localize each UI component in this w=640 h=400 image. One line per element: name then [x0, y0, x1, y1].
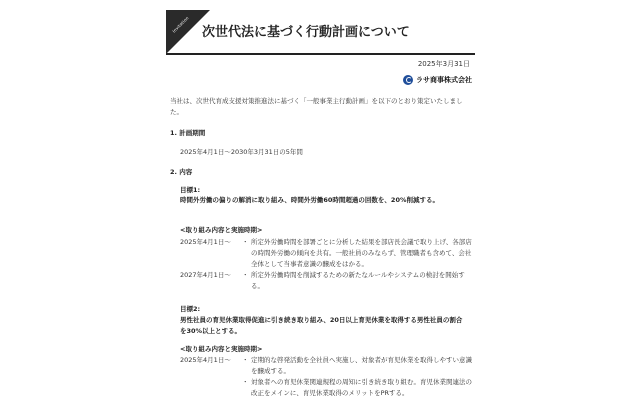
goal1-text: 時間外労働の偏りの解消に取り組み、時間外労働60時間超過の回数を、20%削減する。: [180, 196, 439, 204]
company-signature: [403, 75, 472, 85]
company-name: ラサ商事株式会社: [416, 76, 472, 84]
goal1-label: 目標1:: [180, 186, 201, 194]
section-heading-period: 1. 計画期間: [170, 129, 206, 137]
corner-ribbon-label: Invitation: [171, 15, 190, 34]
page-title: 次世代法に基づく行動計画について: [202, 25, 410, 40]
page-header: [166, 10, 475, 55]
goal2-text: 男性社員の育児休業取得促進に引き続き取り組み、20日以上育児休業を取得する男性社員の割合を30%以上とする。: [180, 316, 463, 335]
goal1-item-text: ・ 所定外労働時間を部署ごとに分析した結果を部店長会議で取り上げ、各部店の時間外労働の傾向を共有。一般社員のみならず、管理職者も含めて、会社全体として当事者意識の醸成をはかる。: [243, 237, 473, 270]
goal1-item-text: ・ 所定外労働時間を削減するための新たなルールやシステムの検討を開始する。: [243, 270, 473, 292]
publish-date: 2025年3月31日: [417, 60, 470, 68]
goal2-item-text: ・ 対象者への育児休業関連規程の周知に引き続き取り組む。育児休業関連法の改正をメインに、育児休業取得のメリットをPRする。: [243, 377, 473, 399]
company-logo-icon: [403, 75, 413, 85]
section-heading-content: 2. 内容: [170, 168, 193, 176]
goal2-subhead: <取り組み内容と実施時期>: [180, 345, 263, 353]
goal2-item-date: 2025年4月1日〜: [180, 356, 231, 364]
intro-paragraph: 当社は、次世代育成支援対策推進法に基づく「一般事業主行動計画」を以下のとおり策定いたしました。: [170, 97, 463, 116]
goal2-label: 目標2:: [180, 305, 201, 313]
plan-period: 2025年4月1日〜2030年3月31日の5年間: [180, 148, 303, 156]
goal1-subhead: <取り組み内容と実施時期>: [180, 226, 263, 234]
goal1-item-date: 2027年4月1日〜: [180, 271, 231, 279]
goal2-item-text: ・ 定期的な啓発活動を全社員へ実施し、対象者が育児休業を取得しやすい意識を醸成する。: [243, 355, 473, 377]
goal1-item-date: 2025年4月1日〜: [180, 238, 231, 246]
